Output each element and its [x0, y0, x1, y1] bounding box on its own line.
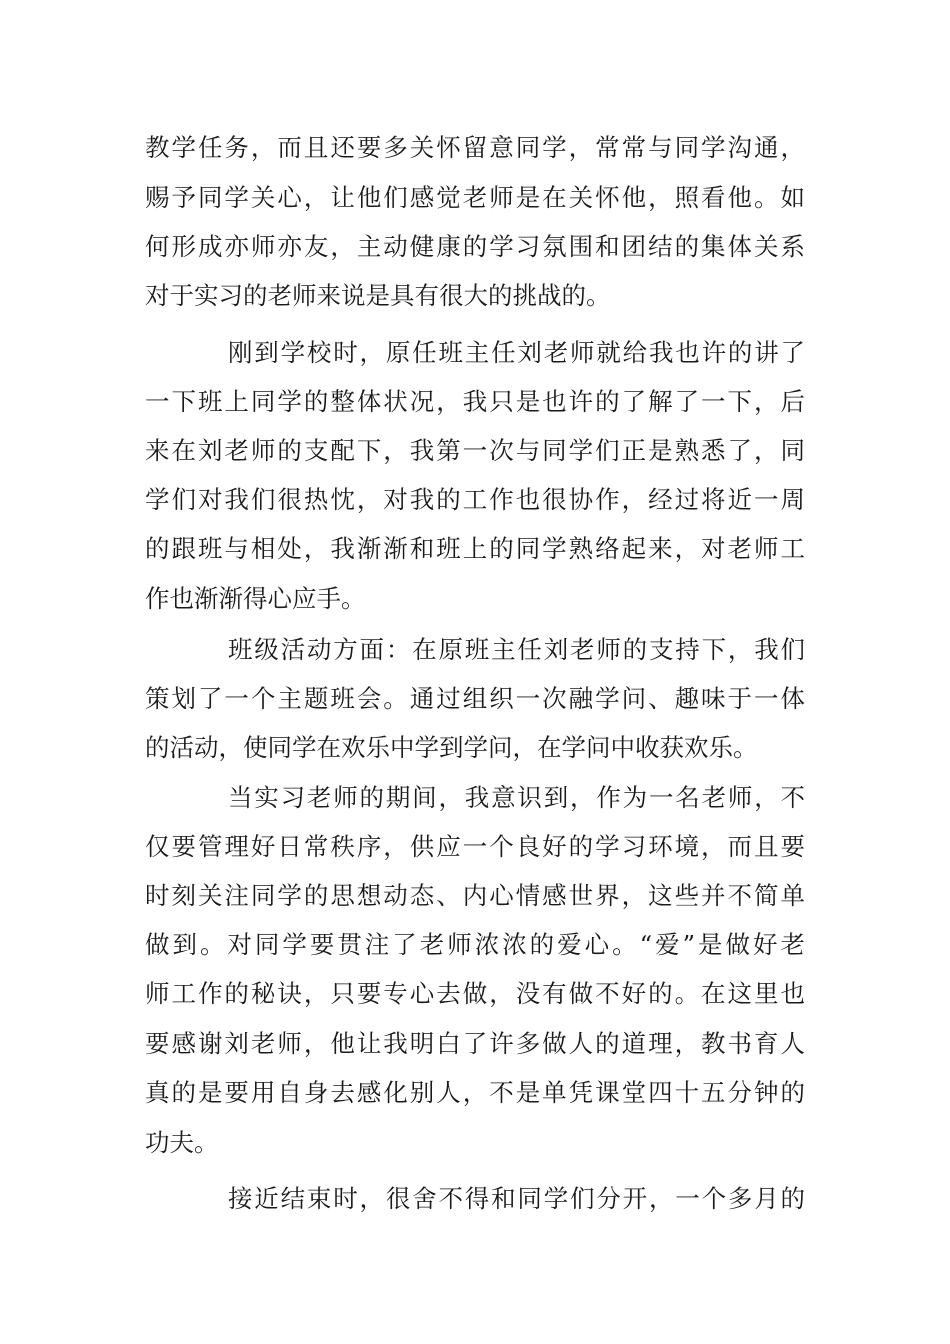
text-line: 学们对我们很热忱，对我的工作也很协作，经过将近一周	[145, 485, 805, 514]
text-line: 来在刘老师的支配下，我第一次与同学们正是熟悉了，同	[145, 436, 805, 465]
text-line: 功夫。	[145, 1128, 219, 1157]
text-line: 时刻关注同学的思想动态、内心情感世界，这些并不简单	[145, 881, 805, 910]
paragraph-first-line: 刚到学校时，原任班主任刘老师就给我也许的讲了	[228, 338, 805, 367]
text-line: 真的是要用自身去感化别人，不是单凭课堂四十五分钟的	[145, 1078, 805, 1107]
text-line: 的跟班与相处，我渐渐和班上的同学熟络起来，对老师工	[145, 534, 805, 563]
text-line: 教学任务，而且还要多关怀留意同学，常常与同学沟通，	[145, 133, 805, 162]
text-line: 作也渐渐得心应手。	[145, 584, 366, 613]
text-line: 赐予同学关心，让他们感觉老师是在关怀他，照看他。如	[145, 183, 805, 212]
text-line: 一下班上同学的整体状况，我只是也许的了解了一下，后	[145, 387, 805, 416]
text-line: 对于实习的老师来说是具有很大的挑战的。	[145, 281, 611, 310]
text-line: 师工作的秘诀，只要专心去做，没有做不好的。在这里也	[145, 979, 805, 1008]
text-line: 何形成亦师亦友，主动健康的学习氛围和团结的集体关系	[145, 232, 805, 261]
text-line: 策划了一个主题班会。通过组织一次融学问、趣味于一体	[145, 684, 805, 713]
paragraph-first-line: 当实习老师的期间，我意识到，作为一名老师，不	[228, 783, 805, 812]
paragraph-first-line: 班级活动方面：在原班主任刘老师的支持下，我们	[228, 635, 805, 664]
paragraph-first-line: 接近结束时，很舍不得和同学们分开，一个多月的	[228, 1184, 805, 1213]
text-line: 做到。对同学要贯注了老师浓浓的爱心。“爱”是做好老	[145, 930, 805, 959]
text-line: 仅要管理好日常秩序，供应一个良好的学习环境，而且要	[145, 832, 805, 861]
text-line: 要感谢刘老师，他让我明白了许多做人的道理，教书育人	[145, 1029, 805, 1058]
text-line: 的活动，使同学在欢乐中学到学问，在学问中收获欢乐。	[145, 733, 758, 762]
